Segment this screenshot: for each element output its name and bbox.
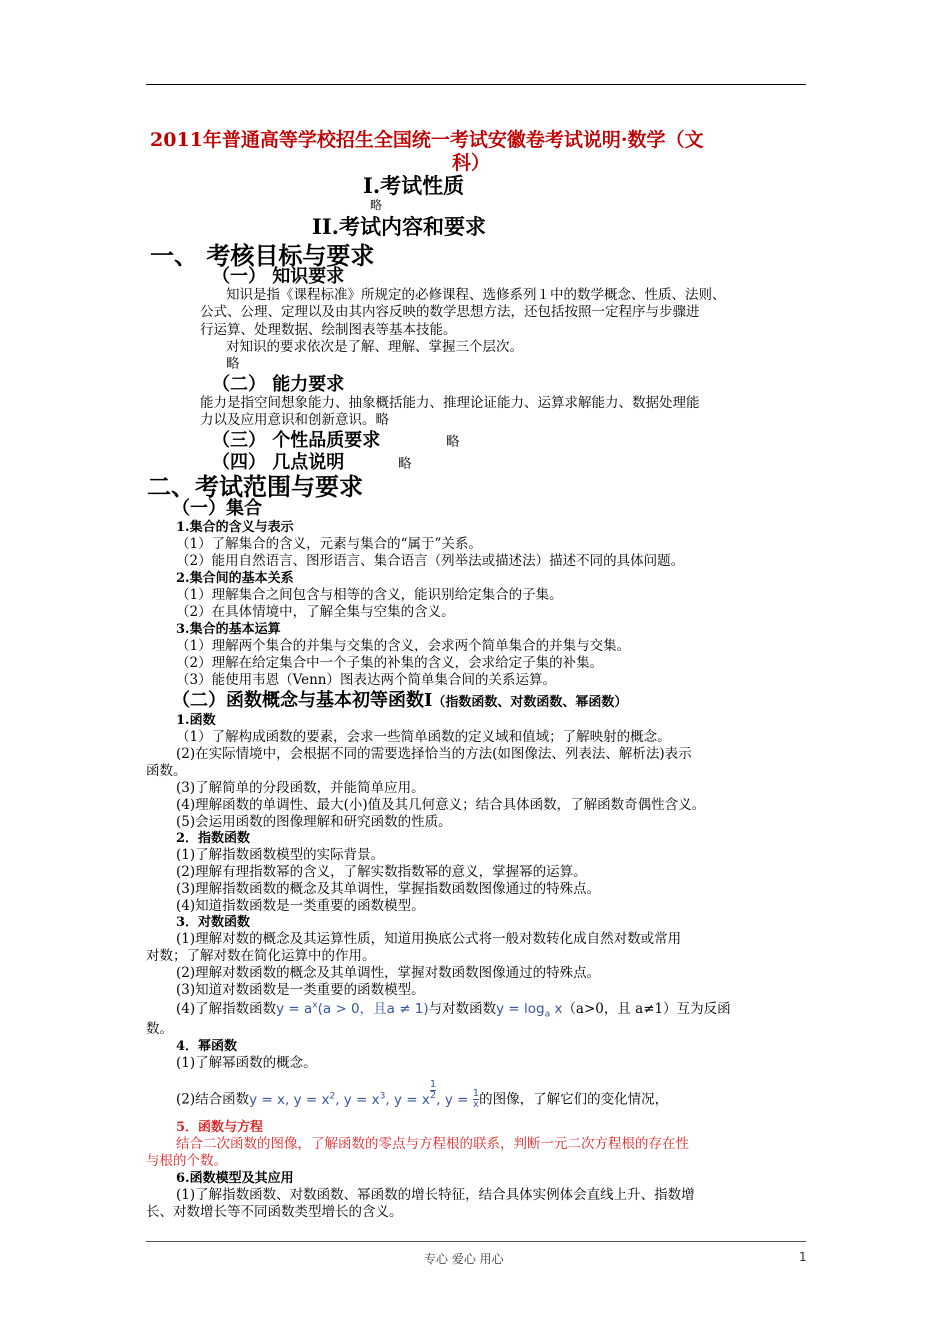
set-heading: （一）集合: [172, 498, 262, 519]
f4b-fn: 1: [429, 1079, 437, 1090]
knowledge-heading: （一） 知识要求: [212, 266, 345, 287]
f4b-rd: x: [472, 1099, 479, 1110]
func-f6: 6.函数模型及其应用: [176, 1171, 294, 1186]
notes-note: 略: [398, 456, 412, 472]
func-f5a2: 与根的个数。: [146, 1153, 227, 1169]
func-heading: （二）函数概念与基本初等函数Ⅰ: [172, 690, 433, 711]
knowledge-note: 略: [226, 356, 240, 372]
func-f1c: (3)了解简单的分段函数，并能简单应用。: [176, 780, 425, 796]
func-f6a: (1)了解指数函数、对数函数、幂函数的增长特征，结合具体实例体会直线上升、指数增: [176, 1187, 695, 1203]
f3d-exp-formula: [276, 1001, 429, 1017]
set-t3: 3.集合的基本运算: [176, 622, 281, 637]
func-f3d: [176, 997, 731, 1020]
func-f3b: (2)理解对数函数的概念及其单调性，掌握对数函数图像通过的特殊点。: [176, 965, 601, 981]
func-f3: 3．对数函数: [176, 915, 251, 930]
set-t3a: （1）理解两个集合的并集与交集的含义，会求两个简单集合的并集与交集。: [176, 638, 631, 654]
doc-title-line2: 科）: [452, 152, 491, 174]
footer-center: 专心 爱心 用心: [424, 1252, 504, 1266]
bottom-rule: [146, 1241, 806, 1242]
set-t1a: （1）了解集合的含义，元素与集合的“属于”关系。: [176, 536, 482, 552]
func-f4a: (1)了解幂函数的概念。: [176, 1055, 317, 1071]
ability-p2: 力以及应用意识和创新意识。略: [200, 412, 389, 428]
func-f4: 4．幂函数: [176, 1039, 238, 1054]
part2-heading: II.考试内容和要求: [312, 214, 486, 239]
ability-heading: （二） 能力要求: [212, 374, 345, 395]
set-t2a: （1）理解集合之间包含与相等的含义，能识别给定集合的子集。: [176, 587, 563, 603]
func-f1: 1.函数: [176, 713, 216, 728]
part1-heading: I.考试性质: [363, 173, 465, 198]
f3d-log-formula: [496, 1001, 563, 1020]
section2-heading: 二、考试范围与要求: [147, 472, 363, 501]
f4b-e1: 2: [329, 1091, 336, 1101]
f4b-m4: , y =: [436, 1091, 473, 1108]
func-f3d2: 数。: [146, 1021, 173, 1037]
f4b-formula: [249, 1079, 480, 1110]
func-f3c: (3)知道对数函数是一类重要的函数模型。: [176, 982, 425, 998]
f3d-m3: y = log: [496, 1001, 545, 1017]
func-f2a: (1)了解指数函数模型的实际背景。: [176, 847, 385, 863]
func-f1b: (2)在实际情境中，会根据不同的需要选择恰当的方法(如图像法、列表法、解析法)表示: [176, 746, 692, 762]
set-t2b: （2）在具体情境中，了解全集与空集的含义。: [176, 604, 455, 620]
f3d-pre: (4)了解指数函数: [176, 1001, 277, 1017]
section1-heading: 一、 考核目标与要求: [150, 241, 375, 270]
func-f2c: (3)理解指数函数的概念及其单调性，掌握指数函数图像通过的特殊点。: [176, 881, 601, 897]
set-t1b: （2）能用自然语言、图形语言、集合语言（列举法或描述法）描述不同的具体问题。: [176, 553, 685, 569]
f4b-e2: 3: [379, 1091, 386, 1101]
knowledge-p1: 知识是指《课程标准》所规定的必修课程、选修系列１中的数学概念、性质、法则、: [226, 287, 726, 303]
func-f2d: (4)知道指数函数是一类重要的函数模型。: [176, 898, 425, 914]
func-f1b2: 函数。: [146, 763, 187, 779]
func-f3a: (1)理解对数的概念及其运算性质，知道用换底公式将一般对数转化成自然对数或常用: [176, 931, 682, 947]
f3d-m4: x: [554, 1001, 563, 1017]
func-f5a: 结合二次函数的图像，了解函数的零点与方程根的联系，判断一元二次方程根的存在性: [176, 1136, 689, 1152]
f4b-m2: , y = x: [335, 1091, 380, 1108]
f4b-fd: 2: [429, 1090, 437, 1101]
ability-p1: 能力是指空间想象能力、抽象概括能力、推理论证能力、运算求解能力、数据处理能: [200, 395, 700, 411]
f4b-rn: 1: [472, 1088, 480, 1099]
func-f5: 5．函数与方程: [176, 1120, 264, 1135]
knowledge-p3: 行运算、处理数据、绘制图表等基本技能。: [200, 322, 457, 338]
f4b-post: 的图像，了解它们的变化情况，: [479, 1091, 669, 1108]
page-number: 1: [799, 1250, 807, 1264]
func-heading-small: （指数函数、对数函数、幂函数）: [432, 695, 628, 710]
f3d-m1-sup: x: [312, 1000, 318, 1011]
func-f6a2: 长、对数增长等不同函数类型增长的含义。: [146, 1204, 403, 1220]
func-f2b: (2)理解有理指数幂的含义，了解实数指数幂的意义，掌握幂的运算。: [176, 864, 587, 880]
f3d-m2: (a > 0，且a ≠ 1): [317, 1001, 429, 1017]
knowledge-p4: 对知识的要求依次是了解、理解、掌握三个层次。: [226, 339, 523, 355]
f3d-m3-sub: a: [544, 1009, 551, 1020]
f4b-m1: y = x, y = x: [249, 1091, 330, 1108]
notes-heading: （四） 几点说明: [212, 452, 345, 473]
character-note: 略: [446, 434, 460, 450]
doc-title-line1: 2011年普通高等学校招生全国统一考试安徽卷考试说明·数学（文: [150, 129, 704, 151]
f3d-post: （a>0，且 a≠1）互为反函: [562, 1001, 731, 1017]
set-t2: 2.集合间的基本关系: [176, 571, 294, 586]
f3d-m1: y = a: [276, 1001, 313, 1017]
knowledge-p2: 公式、公理、定理以及由其内容反映的数学思想方法，还包括按照一定程序与步骤进: [200, 304, 700, 320]
set-t1: 1.集合的含义与表示: [176, 520, 294, 535]
func-f1e: (5)会运用函数的图像理解和研究函数的性质。: [176, 814, 452, 830]
func-f1d: (4)理解函数的单调性、最大(小)值及其几何意义；结合具体函数，了解函数奇偶性含义。: [176, 797, 706, 813]
f4b-m3: , y = x: [385, 1091, 430, 1108]
set-t3c: （3）能使用韦恩（Venn）图表达两个简单集合间的关系运算。: [176, 672, 556, 688]
func-f1a: （1）了解构成函数的要素，会求一些简单函数的定义域和值域；了解映射的概念。: [176, 729, 671, 745]
character-heading: （三） 个性品质要求: [212, 430, 381, 451]
func-heading-row: [172, 686, 627, 712]
func-f4b: [176, 1080, 668, 1110]
top-rule: [146, 84, 806, 85]
part1-note: 略: [370, 198, 383, 212]
set-t3b: （2）理解在给定集合中一个子集的补集的含义，会求给定子集的补集。: [176, 655, 604, 671]
func-f2: 2．指数函数: [176, 831, 251, 846]
f4b-pre: (2)结合函数: [176, 1091, 250, 1108]
f3d-mid: 与对数函数: [428, 1001, 497, 1017]
func-f3a2: 对数；了解对数在简化运算中的作用。: [146, 948, 376, 964]
